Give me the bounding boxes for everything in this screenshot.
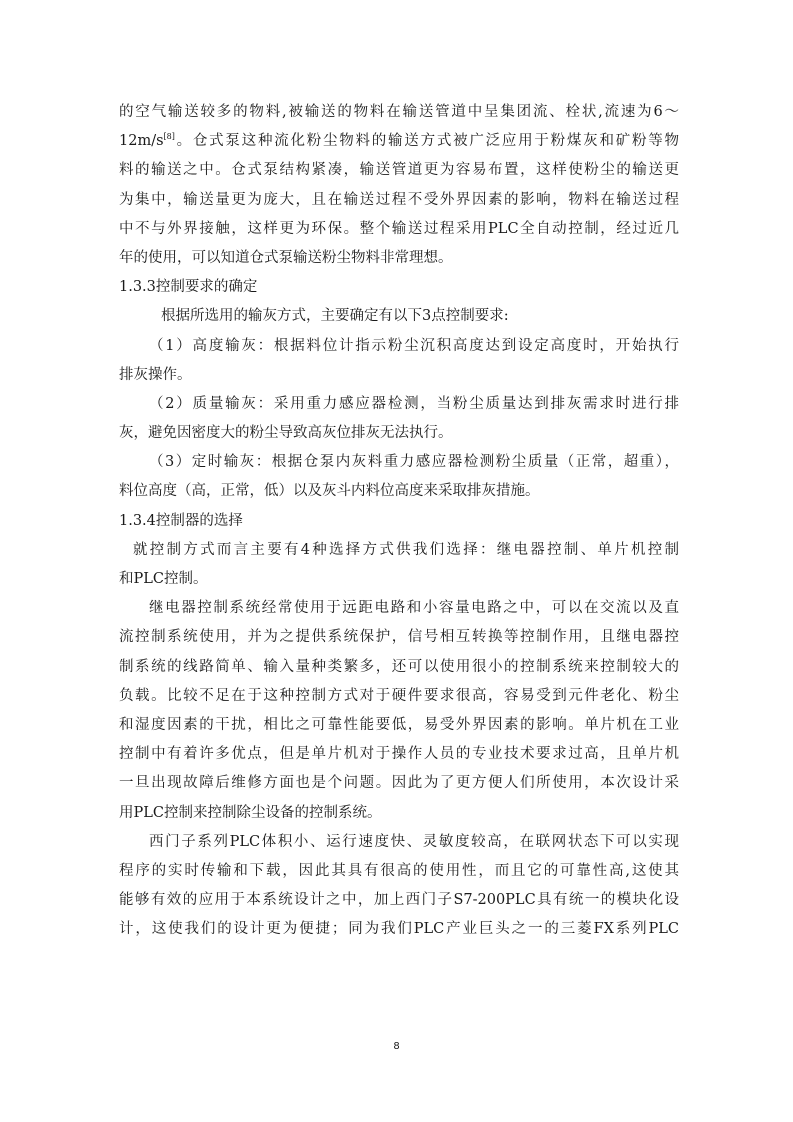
list-item-line: （1）高度输灰：根据料位计指示粉尘沉积高度达到设定高度时，开始执行 — [149, 337, 679, 354]
body-text-line: 能够有效的应用于本系统设计之中，加上西门子S7-200PLC具有统一的模块化设 — [119, 892, 679, 909]
body-text-line: 料的输送之中。仓式泵结构紧凑，输送管道更为容易布置，这样使粉尘的输送更 — [119, 162, 679, 179]
body-text-line: 和PLC控制。 — [119, 571, 208, 587]
body-text-line: 的空气输送较多的物料,被输送的物料在输送管道中呈集团流、栓状,流速为6～ — [119, 104, 679, 120]
body-text-line: 用PLC控制来控制除尘设备的控制系统。 — [119, 804, 382, 821]
body-text-line: 继电器控制系统经常使用于远距电路和小容量电路之中，可以在交流以及直 — [149, 600, 679, 617]
body-text-line: 流控制系统使用，并为之提供系统保护，信号相互转换等控制作用，且继电器控 — [119, 629, 679, 646]
body-text-line: 控制中有着许多优点，但是单片机对于操作人员的专业技术要求过高，且单片机 — [119, 746, 679, 763]
section-heading: 1.3.4控制器的选择 — [119, 512, 243, 529]
list-item-line: 料位高度（高，正常，低）以及灰斗内料位高度来采取排灰措施。 — [119, 483, 540, 500]
list-item-line: （3）定时输灰：根据仓泵内灰料重力感应器检测粉尘质量（正常，超重）， — [149, 454, 679, 471]
body-text-line: 年的使用，可以知道仓式泵输送粉尘物料非常理想。 — [119, 249, 453, 266]
body-text-line: 程序的实时传输和下载，因此其具有很高的使用性，而且它的可靠性高,这使其 — [119, 862, 679, 879]
body-text-line: 制系统的线路简单、输入量种类繁多，还可以使用很小的控制系统来控制较大的 — [119, 658, 679, 675]
body-text-line: 为集中，输送量更为庞大，且在输送过程不受外界因素的影响，物料在输送过程 — [119, 191, 679, 208]
list-item-line: 灰，避免因密度大的粉尘导致高灰位排灰无法执行。 — [119, 425, 453, 442]
citation-ref: [8] — [163, 132, 175, 142]
page-number: 8 — [393, 1041, 400, 1052]
list-item-line: 排灰操作。 — [119, 366, 192, 383]
body-text-line: 计，这使我们的设计更为便捷；同为我们PLC产业巨头之一的三菱FX系列PLC — [119, 921, 679, 938]
body-text-line: 负载。比较不足在于这种控制方式对于硬件要求很高，容易受到元件老化、粉尘 — [119, 687, 679, 704]
body-text-line: 中不与外界接触，这样更为环保。整个输送过程采用PLC全自动控制，经过近几 — [119, 220, 679, 237]
body-text-line: 西门子系列PLC体积小、运行速度快、灵敏度较高，在联网状态下可以实现 — [149, 833, 679, 850]
body-text-line: 就控制方式而言主要有4种选择方式供我们选择：继电器控制、单片机控制 — [133, 541, 679, 558]
body-text-line: 一旦出现故障后维修方面也是个问题。因此为了更方便人们所使用，本次设计采 — [119, 775, 679, 792]
body-text-line — [119, 127, 679, 156]
body-text-line: 根据所选用的输灰方式，主要确定有以下3点控制要求: — [161, 308, 509, 325]
body-text-segment: 。仓式泵这种流化粉尘物料的输送方式被广泛应用于粉煤灰和矿粉等物 — [174, 133, 679, 150]
document-body — [119, 98, 679, 944]
body-text-line: 和湿度因素的干扰，相比之可靠性能要低，易受外界因素的影响。单片机在工业 — [119, 716, 679, 733]
section-heading: 1.3.3控制要求的确定 — [119, 279, 258, 296]
velocity-unit: 12m/s — [119, 133, 164, 150]
list-item-line: （2）质量输灰：采用重力感应器检测，当粉尘质量达到排灰需求时进行排 — [149, 395, 679, 412]
